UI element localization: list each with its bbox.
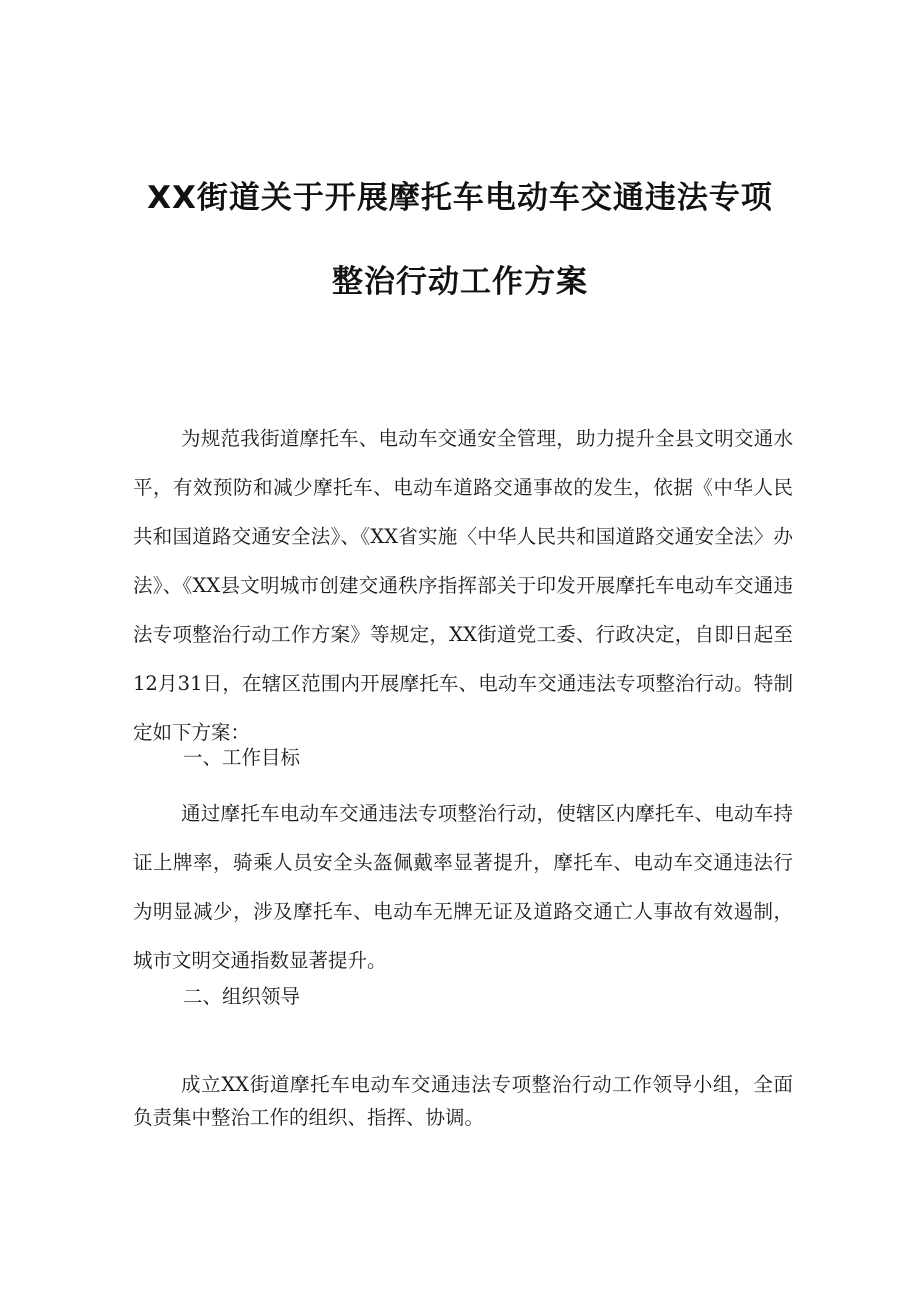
section-work-goal-paragraph: 通过摩托车电动车交通违法专项整治行动，使辖区内摩托车、电动车持证上牌率，骑乘人员安全头盔佩戴率显著提升，摩托车、电动车交通违法行为明显减少，涉及摩托车、电动车无牌无证及道路交通亡人事故有效遏制，城市文明交通指数显著提升。 bbox=[133, 802, 793, 972]
section-organization-paragraph: 成立XX街道摩托车电动车交通违法专项整治行动工作领导小组，全面负责集中整治工作的组织、指挥、协调。 bbox=[133, 1073, 793, 1129]
document-title-line-1: XX街道关于开展摩托车电动车交通违法专项 bbox=[147, 180, 773, 216]
document-title-line-2: 整治行动工作方案 bbox=[332, 264, 588, 300]
section-heading-organization: 二、组织领导 bbox=[183, 985, 301, 1008]
section-heading-work-goal: 一、工作目标 bbox=[183, 746, 301, 769]
intro-paragraph: 为规范我街道摩托车、电动车交通安全管理，助力提升全县文明交通水平，有效预防和减少摩托车、电动车道路交通事故的发生，依据《中华人民共和国道路交通安全法》、《XX省实施〈中华人民共和国道路交通安全法〉办法》、《XX县文明城市创建交通秩序指挥部关于印发开展摩托车电动车交通违法专项整治行动工作方案》等规定，XX街道党工委、行政决定，自即日起至12月31日，在辖区范围内开展摩托车、电动车交通违法专项整治行动。特制定如下方案： bbox=[133, 427, 793, 744]
